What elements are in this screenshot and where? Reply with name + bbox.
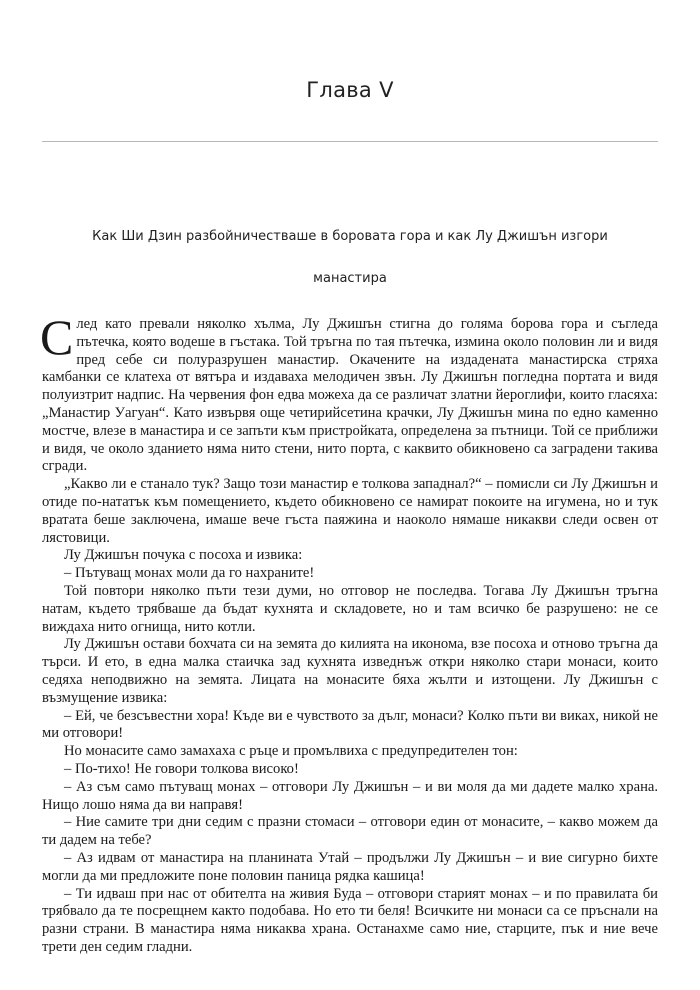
paragraph: – Ние самите три дни седим с празни стомаси – отговори един от монасите, – какво можем да ти дадем на тебе? <box>42 814 658 849</box>
paragraph: – Ей, че безсъвестни хора! Къде ви е чувството за дълг, монаси? Колко пъти ви виках, никой не ми отговори! <box>42 707 658 742</box>
paragraph: – Аз идвам от манастира на планината Утай – продължи Лу Джишън – и вие сигурно бихте могли да ми предложите поне половин паница рядка кашица! <box>42 849 658 884</box>
chapter-body <box>40 309 658 957</box>
chapter-subtitle: Как Ши Дзин разбойничестваше в боровата гора и как Лу Джишън изгори манастира <box>92 229 608 286</box>
opening-paragraph <box>40 309 658 476</box>
paragraph: Той повтори няколко пъти тези думи, но отговор не последва. Тогава Лу Джишън тръгна натам, където трябваше да бъдат кухнята и складовете, но и там всичко бе разрушено: не се виждаха нито огнища, нито котли. <box>42 582 658 635</box>
chapter-title: Глава V <box>306 78 394 102</box>
paragraph: Лу Джишън почука с посоха и извика: <box>64 547 303 564</box>
paragraph: Лу Джишън остави бохчата си на земята до килията на иконома, взе посоха и отново тръгна да търси. И ето, в една малка стаичка зад кухнята изведнъж откри няколко стари монаси, които седяха неподвижно на земята. Лицата на монасите бяха жълти и изтощени. Лу Джишън с възмущение извика: <box>42 636 658 706</box>
drop-cap: С <box>40 309 74 365</box>
paragraph: – По-тихо! Не говори толкова високо! <box>64 760 299 777</box>
header-divider <box>42 141 658 142</box>
opening-paragraph-text: лед като превали няколко хълма, Лу Джишън стигна до голяма борова гора и съгледа пътечка, която водеше в гъстака. Той тръгна по тая пътечка, измина около половин ли и видя пред себе си полуразрушен манастир. Окачените на издадената манастирска стряха камбанки се клатеха от вятъра и издаваха мелодичен звън. Лу Джишън погледна портата и видя полуизтрит надпис. На червения фон едва можеха да се различат златни йероглифи, които гласяха: „Манастир Уагуан“. Като извървя още четирийсетина крачки, Лу Джишън мина по едно каменно мостче, влезе в манастира и се запъти към пристройката, определена за пътници. Той се приближи и видя, че около зданието няма нито стени, нито порта, с каквито обикновено са заградени такива сгради. <box>42 316 658 475</box>
paragraph: – Аз съм само пътуващ монах – отговори Лу Джишън – и ви моля да ми дадете малко храна. Нищо лошо няма да ви направя! <box>42 778 658 813</box>
paragraph: – Ти идваш при нас от обителта на живия Буда – отговори старият монах – и по правилата би трябвало да те посрещнем както подобава. Но ето ти беля! Всичките ни монаси са се пръснали на разни страни. В манастира няма никаква храна. Останахме само ние, старците, пък и ние вече трети ден седим гладни. <box>42 885 658 955</box>
paragraph: Но монасите само замахаха с ръце и промълвиха с предупредителен тон: <box>64 743 518 760</box>
paragraph: – Пътуващ монах моли да го нахраните! <box>64 565 315 582</box>
paragraph: „Какво ли е станало тук? Защо този манастир е толкова западнал?“ – помисли си Лу Джишън и отиде по-нататък към помещението, където обикновено се намират покоите на игумена, но и тук вратата беше заключена, имаше вече гъста паяжина и наоколо нямаше никакви следи освен от лястовици. <box>42 476 658 546</box>
